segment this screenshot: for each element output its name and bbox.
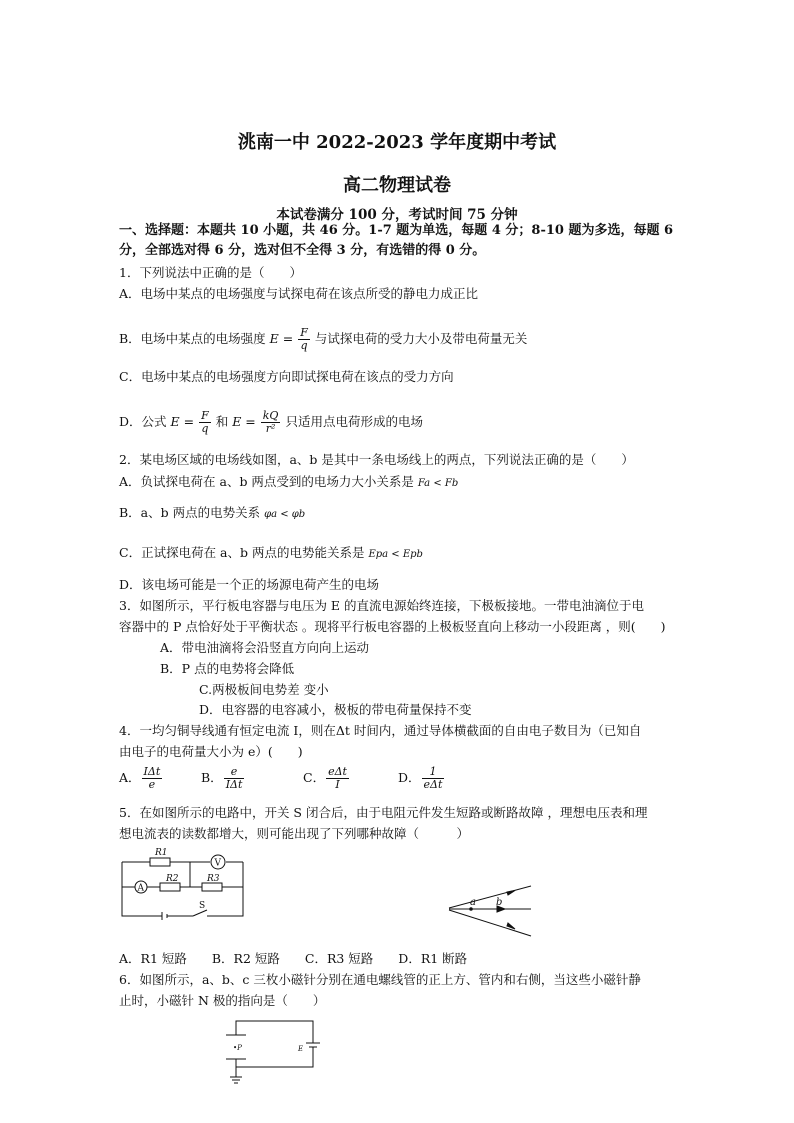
q2-option-a: A．负试探电荷在 a、b 两点受到的电场力大小关系是 Fa < Fb — [119, 474, 459, 489]
circuit-diagram — [115, 842, 255, 922]
q3-stem-1: 3．如图所示，平行板电容器与电压为 E 的直流电源始终连接，下极板接地。一带电油滴位于电 — [119, 598, 645, 613]
formula-f-over-q: $\frac{F}{q}$ — [300, 326, 308, 352]
q3-option-d: D．电容器的电容减小，极板的带电荷量保持不变 — [199, 702, 472, 717]
ammeter-label: A — [137, 883, 144, 894]
q1-option-d: D．公式 E = $\frac{F}{q}$ 和 E = $\frac{kQ}{\text{r²}}$ 只适用点电荷形成的电场 — [119, 409, 423, 435]
q1-stem: 1．下列说法中正确的是（ ） — [119, 265, 302, 280]
q1-d-post: 只适用点电荷形成的电场 — [285, 414, 423, 429]
point-p-label: •P — [233, 1044, 242, 1052]
exam-info: 本试卷满分 100 分，考试时间 75 分钟 — [276, 207, 518, 223]
q6-stem-1: 6．如图所示，a、b、c 三枚小磁针分别在通电螺线管的正上方、管内和右侧，当这些小磁针静 — [119, 972, 641, 987]
capacitor-diagram — [218, 1015, 322, 1087]
formula-kq-over-r2: $\frac{kQ}{\text{r²}}$ — [262, 409, 279, 435]
q2-option-d: D．该电场可能是一个正的场源电荷产生的电场 — [119, 577, 380, 592]
q3-option-c: C.两极板间电势差 变小 — [199, 682, 329, 697]
point-a-label: a — [470, 897, 476, 908]
section1-line2: 分，全部选对得 6 分，选对但不全得 3 分，有选错的得 0 分。 — [119, 243, 486, 258]
label-r3: R3 — [207, 874, 220, 884]
q4-option-a: A． $\frac{\text{IΔt}}{e}$ — [119, 765, 161, 791]
switch-label: S — [199, 901, 206, 911]
q4-stem-1: 4．一均匀铜导线通有恒定电流 I，则在Δt 时间内，通过导体横截面的自由电子数目为（已知自 — [119, 723, 642, 738]
q4-option-d: D． $\frac{1}{\text{eΔt}}$ — [398, 765, 443, 791]
label-r1: R1 — [155, 848, 168, 858]
q5-stem-2: 想电流表的读数都增大，则可能出现了下列哪种故障（ ） — [119, 826, 470, 841]
label-r2: R2 — [166, 874, 179, 884]
q4-option-b: B． $\frac{e}{\text{IΔt}}$ — [201, 765, 243, 791]
formula-f-over-q-2: $\frac{F}{q}$ — [201, 409, 209, 435]
q1-d-pre: D．公式 — [119, 414, 167, 429]
source-e-label: E — [298, 1045, 304, 1053]
q4-option-c: C． $\frac{\text{eΔt}}{I}$ — [303, 765, 347, 791]
exam-subtitle: 高二物理试卷 — [343, 175, 451, 196]
q1-option-b — [119, 327, 527, 352]
q2-stem: 2．某电场区域的电场线如图，a、b 是其中一条电场线上的两点，下列说法正确的是（ ） — [119, 452, 634, 467]
q3-option-b: B．P 点的电势将会降低 — [160, 661, 295, 676]
formula-e-eq: E = — [269, 331, 294, 346]
field-lines-diagram — [445, 878, 535, 940]
q5-stem-1: 5．在如图所示的电路中，开关 S 闭合后，由于电阻元件发生短路或断路故障 ，理想电压表和理 — [119, 805, 648, 820]
q1-option-c: C．电场中某点的电场强度方向即试探电荷在该点的受力方向 — [119, 369, 454, 384]
exam-title: 洮南一中 2022-2023 学年度期中考试 — [237, 132, 557, 153]
point-b-label: b — [496, 897, 503, 908]
section1-line1: 一、选择题：本题共 10 小题，共 46 分。1-7 题为单选，每题 4 分；8-10 题为多选，每题 6 — [119, 223, 674, 238]
q1-option-a: A．电场中某点的电场强度与试探电荷在该点所受的静电力成正比 — [119, 286, 479, 301]
q1-d-mid: 和 — [215, 414, 229, 429]
q5-options: A．R1 短路 B．R2 短路 C．R3 短路 D．R1 断路 — [119, 951, 468, 966]
q2-option-b: B．a、b 两点的电势关系 φa < φb — [119, 505, 306, 520]
q3-option-a: A．带电油滴将会沿竖直方向向上运动 — [160, 640, 370, 655]
q4-stem-2: 由电子的电荷量大小为 e）( ) — [119, 744, 303, 759]
q2-option-c: C．正试探电荷在 a、b 两点的电势能关系是 Epa < Epb — [119, 545, 423, 560]
q1-b-post: 与试探电荷的受力大小及带电荷量无关 — [314, 331, 528, 346]
q1-b-pre: B．电场中某点的电场强度 — [119, 331, 266, 346]
q3-stem-2: 容器中的 P 点恰好处于平衡状态 。现将平行板电容器的上极板竖直向上移动一小段距离 ，则( ) — [119, 619, 666, 634]
voltmeter-label: V — [214, 858, 221, 869]
q6-stem-2: 止时，小磁针 N 极的指向是（ ） — [119, 993, 326, 1008]
